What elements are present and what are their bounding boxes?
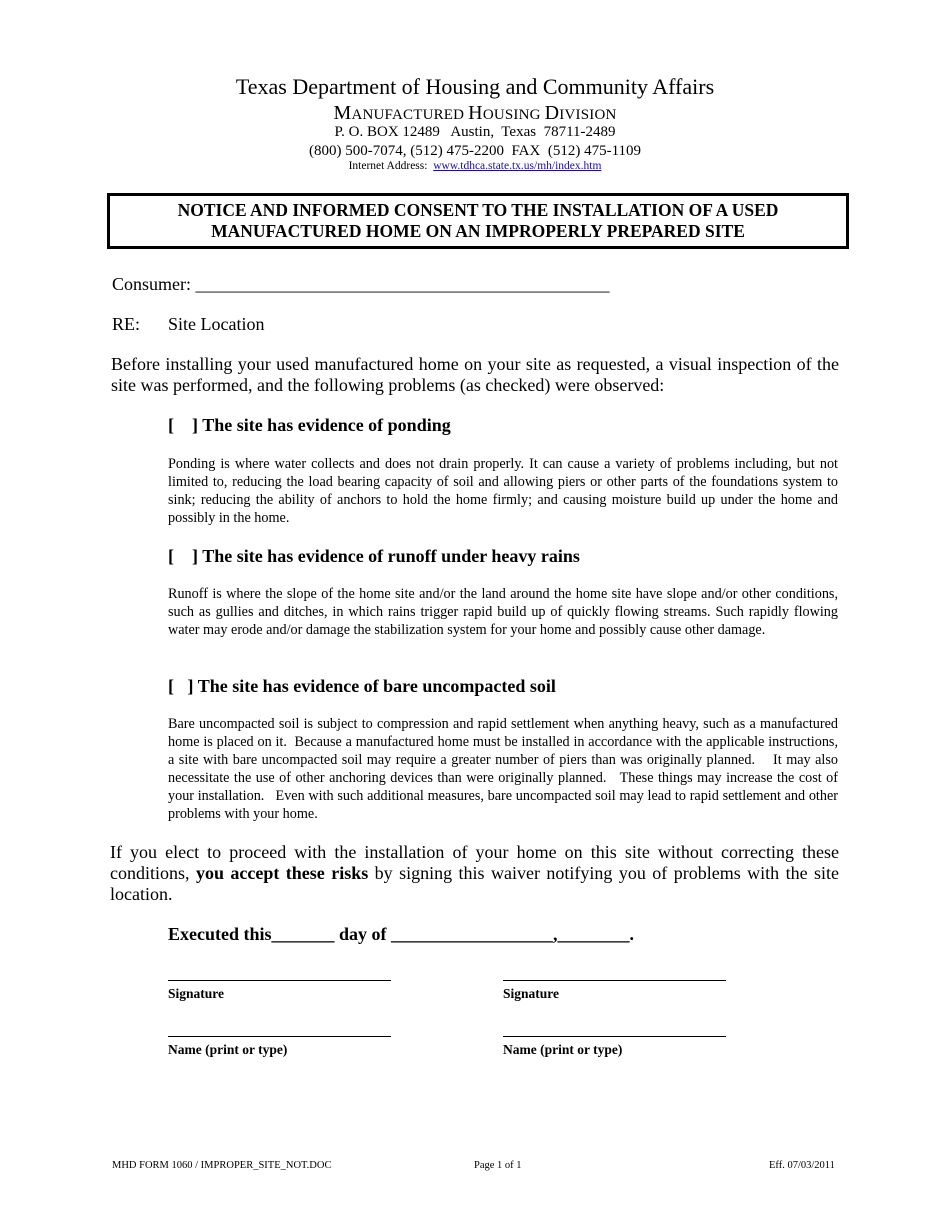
name-label-right: Name (print or type) [503, 1042, 623, 1057]
runoff-description: Runoff is where the slope of the home site and/or the land around the home site have slope and/or other conditions, such as gullies and ditches, in which rains trigger rapid build up of quickly flowing streams. Such rapidly flowing water may erode and/or damage the stabilization system for your home and possibly cause other damage. [168, 586, 838, 638]
form-title-line2: MANUFACTURED HOME ON AN IMPROPERLY PREPARED SITE [211, 221, 745, 241]
phone-numbers: (800) 500-7074, (512) 475-2200 FAX (512) 475-1109 [308, 143, 642, 159]
bare-soil-description: Bare uncompacted soil is subject to compression and rapid settlement when anything heavy, such as a manufactured home is placed on it. Because a manufactured home must be installed in accordance with the applicable instructions, a site with bare uncompacted soil may require a greater number of piers than was originally planned. It may also necessitate the use of other anchoring devices than were originally planned. These things may increase the cost of your installation. Even with such additional measures, bare uncompacted soil may lead to rapid settlement and other problems with your home. [168, 716, 842, 822]
form-title-box [107, 193, 849, 249]
check-label: The site has evidence of runoff under heavy rains [202, 546, 580, 566]
checkbox[interactable]: [ ] [168, 415, 198, 435]
executed-date-line[interactable]: Executed this_______ day of __________________,________. [168, 924, 635, 944]
accept-risks-emphasis: you accept these risks [195, 863, 369, 883]
form-title-line1: NOTICE AND INFORMED CONSENT TO THE INSTALLATION OF A USED [177, 200, 779, 220]
re-line [112, 314, 265, 335]
checkbox[interactable]: [ ] [168, 546, 198, 566]
name-label-left: Name (print or type) [168, 1042, 288, 1057]
signature-line-right[interactable] [503, 980, 726, 981]
re-value: Site Location [168, 314, 265, 334]
signature-line-left[interactable] [168, 980, 391, 981]
check-ponding[interactable] [168, 415, 451, 436]
internet-address [0, 160, 950, 172]
internet-link[interactable]: www.tdhca.state.tx.us/mh/index.htm [433, 160, 602, 172]
check-label: The site has evidence of bare uncompacted soil [197, 676, 556, 696]
checkbox[interactable]: [ ] [168, 676, 194, 696]
ponding-description: Ponding is where water collects and does not drain properly. It can cause a variety of problems including, but not limited to, reducing the load bearing capacity of soil and allowing piers or other parts of the foundations system to sink; reducing the ability of anchors to hold the home firmly; and causing moisture build up under the home and possibly in the home. [168, 456, 838, 526]
check-bare-soil[interactable] [168, 676, 556, 697]
footer-page-number: Page 1 of 1 [474, 1160, 522, 1171]
check-runoff[interactable] [168, 546, 580, 567]
name-line-left[interactable] [168, 1036, 391, 1037]
signature-label-left: Signature [168, 986, 225, 1001]
check-label: The site has evidence of ponding [202, 415, 451, 435]
re-label: RE: [112, 314, 141, 334]
footer-effective-date: Eff. 07/03/2011 [769, 1160, 835, 1171]
signature-label-right: Signature [503, 986, 560, 1001]
mailing-address: P. O. BOX 12489 Austin, Texas 78711-2489 [334, 124, 616, 140]
name-line-right[interactable] [503, 1036, 726, 1037]
consumer-field[interactable]: Consumer: ______________________________________________ [112, 274, 610, 294]
agency-name: Texas Department of Housing and Community Affairs [235, 74, 715, 99]
proceed-paragraph: If you elect to proceed with the installation of your home on this site without correcting these conditions, you accept these risks by signing this waiver notifying you of problems with the site location. [110, 842, 839, 904]
internet-label: Internet Address: [348, 160, 428, 172]
division-name: MANUFACTURED HOUSING DIVISION [333, 102, 617, 124]
intro-paragraph: Before installing your used manufactured home on your site as requested, a visual inspection of the site was performed, and the following problems (as checked) were observed: [111, 354, 839, 395]
footer-form-id: MHD FORM 1060 / IMPROPER_SITE_NOT.DOC [112, 1160, 332, 1171]
